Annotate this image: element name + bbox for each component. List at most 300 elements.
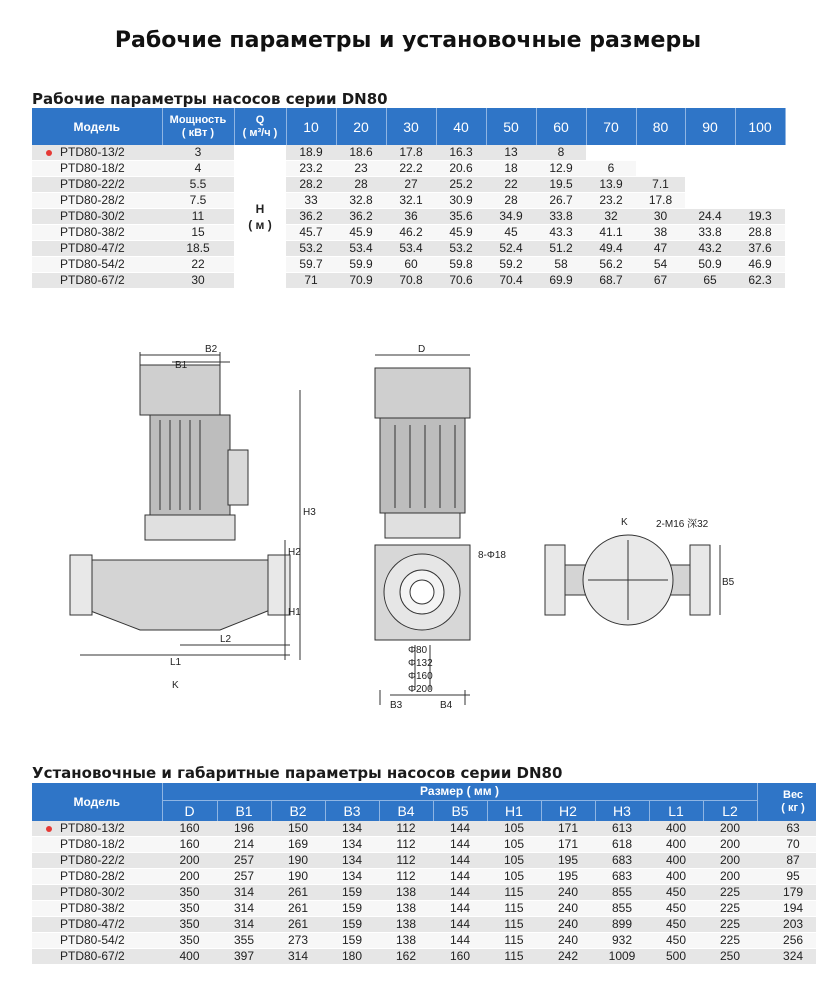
table-row	[32, 917, 816, 933]
dimension-cell: 112	[379, 821, 433, 837]
head-value-cell: 33.8	[685, 225, 735, 241]
dimension-cell: 257	[217, 869, 271, 885]
dimension-cell: 450	[649, 901, 703, 917]
label-b4: B4	[440, 700, 453, 711]
head-value-cell: 22	[486, 177, 536, 193]
model-cell	[32, 161, 162, 177]
header-weight: Вес ( кг )	[757, 783, 816, 821]
head-value-cell	[685, 177, 735, 193]
head-value-cell: 60	[386, 257, 436, 273]
dimension-cell: 134	[325, 869, 379, 885]
head-value-cell: 7.1	[636, 177, 685, 193]
head-value-cell	[735, 161, 785, 177]
model-cell	[32, 853, 162, 869]
head-value-cell: 59.8	[436, 257, 486, 273]
dimension-cell: 899	[595, 917, 649, 933]
dimension-cell: 200	[703, 869, 757, 885]
label-b3: B3	[390, 700, 403, 711]
dimension-cell: 144	[433, 885, 487, 901]
head-value-cell: 65	[685, 273, 735, 289]
table-row	[32, 177, 785, 193]
label-l1: L1	[170, 657, 182, 668]
head-value-cell: 32.8	[336, 193, 386, 209]
header-dim: B4	[379, 800, 433, 821]
dimension-cell: 144	[433, 869, 487, 885]
power-cell: 3	[162, 145, 234, 161]
dimension-cell: 112	[379, 869, 433, 885]
label-k: K	[172, 680, 179, 691]
top-view	[545, 535, 720, 625]
head-value-cell: 23	[336, 161, 386, 177]
dimension-cell: 400	[649, 821, 703, 837]
dimension-cell: 138	[379, 885, 433, 901]
model-name: PTD80-67/2	[60, 949, 125, 963]
head-value-cell	[636, 145, 685, 161]
dimension-cell: 144	[433, 837, 487, 853]
dimension-cell: 450	[649, 933, 703, 949]
model-name: PTD80-67/2	[60, 273, 125, 287]
head-value-cell: 38	[636, 225, 685, 241]
power-cell: 5.5	[162, 177, 234, 193]
table-row	[32, 869, 816, 885]
dimension-cell: 196	[217, 821, 271, 837]
header-flow-value: 50	[486, 108, 536, 145]
dimension-cell: 450	[649, 917, 703, 933]
header-flow-value: 10	[286, 108, 336, 145]
dimension-cell: 159	[325, 917, 379, 933]
dimensions-table	[32, 783, 816, 965]
model-cell	[32, 901, 162, 917]
table-row	[32, 161, 785, 177]
head-value-cell: 23.2	[586, 193, 636, 209]
head-value-cell: 6	[586, 161, 636, 177]
dimension-cell: 160	[162, 837, 217, 853]
table-row	[32, 145, 785, 161]
dimension-cell: 240	[541, 933, 595, 949]
weight-cell: 179	[757, 885, 816, 901]
dimension-cell: 115	[487, 917, 541, 933]
head-value-cell: 27	[386, 177, 436, 193]
dimension-cell: 613	[595, 821, 649, 837]
head-value-cell: 54	[636, 257, 685, 273]
dimension-cell: 932	[595, 933, 649, 949]
dimension-cell: 240	[541, 901, 595, 917]
dimension-cell: 200	[162, 869, 217, 885]
label-d132: Φ132	[408, 658, 433, 669]
head-value-cell: 59.9	[336, 257, 386, 273]
label-b2: B2	[205, 344, 218, 355]
head-value-cell	[685, 193, 735, 209]
power-cell: 7.5	[162, 193, 234, 209]
dimension-cell: 200	[162, 853, 217, 869]
dimension-cell: 195	[541, 853, 595, 869]
head-value-cell	[735, 145, 785, 161]
header-dim: H2	[541, 800, 595, 821]
dimension-cell: 242	[541, 949, 595, 965]
head-value-cell	[586, 145, 636, 161]
marker-dot-icon	[46, 150, 52, 156]
model-cell	[32, 821, 162, 837]
model-name: PTD80-28/2	[60, 869, 125, 883]
model-cell	[32, 209, 162, 225]
table-row	[32, 933, 816, 949]
dimension-cell: 190	[271, 869, 325, 885]
header-model: Модель	[32, 108, 162, 145]
model-name: PTD80-13/2	[60, 145, 125, 159]
head-value-cell: 18.9	[286, 145, 336, 161]
head-value-cell: 59.7	[286, 257, 336, 273]
head-value-cell: 22.2	[386, 161, 436, 177]
weight-cell: 203	[757, 917, 816, 933]
header-dim: H1	[487, 800, 541, 821]
head-value-cell: 35.6	[436, 209, 486, 225]
label-d: D	[418, 344, 426, 355]
model-cell	[32, 869, 162, 885]
dimension-cell: 261	[271, 901, 325, 917]
weight-cell: 194	[757, 901, 816, 917]
head-value-cell: 45.9	[436, 225, 486, 241]
weight-cell: 324	[757, 949, 816, 965]
dimension-cell: 171	[541, 821, 595, 837]
dimension-cell: 171	[541, 837, 595, 853]
head-unit-label: H ( м )	[234, 145, 286, 289]
table-row	[32, 821, 816, 837]
dimension-cell: 144	[433, 917, 487, 933]
head-value-cell: 71	[286, 273, 336, 289]
header-dim: B5	[433, 800, 487, 821]
dimension-cell: 400	[649, 869, 703, 885]
dimension-cell: 350	[162, 917, 217, 933]
label-b1: B1	[175, 360, 188, 371]
head-value-cell: 33	[286, 193, 336, 209]
power-cell: 11	[162, 209, 234, 225]
header-flow: Q ( м³/ч )	[234, 108, 286, 145]
head-value-cell: 33.8	[536, 209, 586, 225]
head-value-cell: 70.4	[486, 273, 536, 289]
head-value-cell: 70.9	[336, 273, 386, 289]
head-value-cell: 8	[536, 145, 586, 161]
head-value-cell: 52.4	[486, 241, 536, 257]
table-row	[32, 193, 785, 209]
head-value-cell: 19.5	[536, 177, 586, 193]
head-value-cell: 68.7	[586, 273, 636, 289]
head-value-cell	[685, 161, 735, 177]
dimension-cell: 273	[271, 933, 325, 949]
head-value-cell: 12.9	[536, 161, 586, 177]
dimension-cell: 350	[162, 901, 217, 917]
dimension-cell: 105	[487, 837, 541, 853]
head-value-cell: 18	[486, 161, 536, 177]
dimension-cell: 618	[595, 837, 649, 853]
weight-cell: 256	[757, 933, 816, 949]
head-value-cell: 53.2	[286, 241, 336, 257]
dimension-cell: 115	[487, 885, 541, 901]
model-name: PTD80-30/2	[60, 209, 125, 223]
model-name: PTD80-28/2	[60, 193, 125, 207]
model-cell	[32, 177, 162, 193]
dimension-cell: 500	[649, 949, 703, 965]
header-dim: B1	[217, 800, 271, 821]
dimension-cell: 200	[703, 821, 757, 837]
dimension-cell: 314	[217, 885, 271, 901]
model-name: PTD80-22/2	[60, 177, 125, 191]
model-name: PTD80-13/2	[60, 821, 125, 835]
model-cell	[32, 933, 162, 949]
header-dim: L1	[649, 800, 703, 821]
power-cell: 30	[162, 273, 234, 289]
table2-title: Установочные и габаритные параметры насосов серии DN80	[32, 764, 563, 782]
dimension-cell: 397	[217, 949, 271, 965]
header-dim: B3	[325, 800, 379, 821]
dimension-cell: 138	[379, 933, 433, 949]
head-value-cell: 69.9	[536, 273, 586, 289]
head-value-cell: 43.2	[685, 241, 735, 257]
model-cell	[32, 949, 162, 965]
dimension-cell: 105	[487, 853, 541, 869]
head-value-cell: 20.6	[436, 161, 486, 177]
head-value-cell: 17.8	[636, 193, 685, 209]
head-value-cell: 25.2	[436, 177, 486, 193]
dimension-cell: 144	[433, 901, 487, 917]
head-value-cell: 16.3	[436, 145, 486, 161]
dimension-cell: 855	[595, 885, 649, 901]
head-value-cell: 47	[636, 241, 685, 257]
head-value-cell: 45.9	[336, 225, 386, 241]
power-cell: 22	[162, 257, 234, 273]
table-row	[32, 901, 816, 917]
model-name: PTD80-47/2	[60, 241, 125, 255]
head-value-cell: 36	[386, 209, 436, 225]
head-value-cell	[735, 193, 785, 209]
dimension-cell: 200	[703, 853, 757, 869]
weight-cell: 63	[757, 821, 816, 837]
model-cell	[32, 917, 162, 933]
model-name: PTD80-22/2	[60, 853, 125, 867]
label-b5: B5	[722, 577, 735, 588]
header-dim: B2	[271, 800, 325, 821]
label-bolts: 8-Φ18	[478, 550, 506, 561]
dimension-cell: 115	[487, 933, 541, 949]
dimension-cell: 683	[595, 853, 649, 869]
model-name: PTD80-54/2	[60, 257, 125, 271]
header-power: Мощность ( кВт )	[162, 108, 234, 145]
table-row	[32, 853, 816, 869]
head-value-cell: 36.2	[286, 209, 336, 225]
dimension-cell: 225	[703, 885, 757, 901]
dimension-cell: 250	[703, 949, 757, 965]
dimension-cell: 160	[162, 821, 217, 837]
head-value-cell: 43.3	[536, 225, 586, 241]
dimension-cell: 261	[271, 917, 325, 933]
dimension-cell: 350	[162, 933, 217, 949]
label-k-top: K	[621, 517, 628, 528]
head-value-cell: 36.2	[336, 209, 386, 225]
head-value-cell: 70.6	[436, 273, 486, 289]
dimension-cell: 144	[433, 821, 487, 837]
model-name: PTD80-38/2	[60, 225, 125, 239]
head-value-cell: 26.7	[536, 193, 586, 209]
dimension-cell: 214	[217, 837, 271, 853]
head-value-cell: 51.2	[536, 241, 586, 257]
head-value-cell: 30.9	[436, 193, 486, 209]
head-value-cell: 58	[536, 257, 586, 273]
page-title: Рабочие параметры и установочные размеры	[114, 28, 702, 53]
head-value-cell: 19.3	[735, 209, 785, 225]
table-row	[32, 257, 785, 273]
header-flow-value: 90	[685, 108, 735, 145]
dimension-cell: 169	[271, 837, 325, 853]
head-value-cell: 59.2	[486, 257, 536, 273]
header-flow-value: 70	[586, 108, 636, 145]
head-value-cell: 49.4	[586, 241, 636, 257]
head-value-cell: 30	[636, 209, 685, 225]
dimension-cell: 115	[487, 901, 541, 917]
header-flow-value: 80	[636, 108, 685, 145]
dimension-cell: 144	[433, 933, 487, 949]
power-cell: 15	[162, 225, 234, 241]
header-flow-value: 40	[436, 108, 486, 145]
dimension-cell: 180	[325, 949, 379, 965]
head-value-cell: 13	[486, 145, 536, 161]
head-value-cell: 53.4	[386, 241, 436, 257]
head-value-cell: 53.4	[336, 241, 386, 257]
pump-diagrams	[0, 330, 816, 730]
dimension-cell: 225	[703, 917, 757, 933]
dimension-cell: 150	[271, 821, 325, 837]
dimension-cell: 355	[217, 933, 271, 949]
head-value-cell	[685, 145, 735, 161]
dimension-cell: 200	[703, 837, 757, 853]
head-value-cell: 46.9	[735, 257, 785, 273]
model-cell	[32, 837, 162, 853]
dimension-cell: 400	[162, 949, 217, 965]
head-value-cell: 70.8	[386, 273, 436, 289]
label-l2: L2	[220, 634, 232, 645]
dimension-cell: 105	[487, 821, 541, 837]
head-value-cell	[735, 177, 785, 193]
dimension-cell: 195	[541, 869, 595, 885]
header-dim: L2	[703, 800, 757, 821]
weight-cell: 70	[757, 837, 816, 853]
dimension-cell: 112	[379, 853, 433, 869]
pump-drawings	[0, 330, 816, 730]
head-value-cell: 67	[636, 273, 685, 289]
model-cell	[32, 241, 162, 257]
head-value-cell: 23.2	[286, 161, 336, 177]
head-value-cell: 28	[486, 193, 536, 209]
dimension-cell: 190	[271, 853, 325, 869]
head-value-cell: 17.8	[386, 145, 436, 161]
dimension-cell: 400	[649, 853, 703, 869]
dimension-cell: 134	[325, 853, 379, 869]
model-cell	[32, 273, 162, 289]
table-row	[32, 837, 816, 853]
marker-dot-icon	[46, 826, 52, 832]
model-cell	[32, 145, 162, 161]
head-value-cell: 28.8	[735, 225, 785, 241]
head-value-cell: 56.2	[586, 257, 636, 273]
dimension-cell: 450	[649, 885, 703, 901]
header-dim: D	[162, 800, 217, 821]
model-cell	[32, 225, 162, 241]
header-dim: H3	[595, 800, 649, 821]
head-value-cell: 45.7	[286, 225, 336, 241]
dimension-cell: 115	[487, 949, 541, 965]
dimension-cell: 160	[433, 949, 487, 965]
head-value-cell: 32.1	[386, 193, 436, 209]
dimension-cell: 138	[379, 917, 433, 933]
head-value-cell: 18.6	[336, 145, 386, 161]
dimension-cell: 159	[325, 933, 379, 949]
dimension-cell: 225	[703, 933, 757, 949]
dimension-cell: 134	[325, 821, 379, 837]
header-flow-value: 60	[536, 108, 586, 145]
dimension-cell: 162	[379, 949, 433, 965]
weight-cell: 87	[757, 853, 816, 869]
model-cell	[32, 193, 162, 209]
dimension-cell: 257	[217, 853, 271, 869]
model-name: PTD80-18/2	[60, 161, 125, 175]
label-d200: Φ200	[408, 684, 433, 695]
header-flow-value: 100	[735, 108, 785, 145]
head-value-cell	[636, 161, 685, 177]
label-d80: Φ80	[408, 645, 428, 656]
dimension-cell: 144	[433, 853, 487, 869]
dimension-cell: 225	[703, 901, 757, 917]
label-d160: Φ160	[408, 671, 433, 682]
model-name: PTD80-30/2	[60, 885, 125, 899]
head-value-cell: 28	[336, 177, 386, 193]
dimension-cell: 261	[271, 885, 325, 901]
head-value-cell: 45	[486, 225, 536, 241]
table-row	[32, 949, 816, 965]
dimension-cell: 240	[541, 885, 595, 901]
header-flow-value: 30	[386, 108, 436, 145]
head-value-cell: 53.2	[436, 241, 486, 257]
model-cell	[32, 257, 162, 273]
head-value-cell: 62.3	[735, 273, 785, 289]
head-value-cell: 32	[586, 209, 636, 225]
performance-table	[32, 108, 786, 289]
dimension-cell: 400	[649, 837, 703, 853]
dimension-cell: 240	[541, 917, 595, 933]
head-value-cell: 50.9	[685, 257, 735, 273]
head-value-cell: 24.4	[685, 209, 735, 225]
dimension-cell: 314	[217, 901, 271, 917]
label-h2: H2	[288, 547, 301, 558]
table-row	[32, 885, 816, 901]
dimension-cell: 1009	[595, 949, 649, 965]
dimension-cell: 159	[325, 885, 379, 901]
dimension-cell: 134	[325, 837, 379, 853]
dimension-cell: 314	[217, 917, 271, 933]
dimension-cell: 138	[379, 901, 433, 917]
model-name: PTD80-18/2	[60, 837, 125, 851]
dimension-cell: 683	[595, 869, 649, 885]
dimension-cell: 105	[487, 869, 541, 885]
table1-title: Рабочие параметры насосов серии DN80	[32, 90, 388, 108]
head-value-cell: 13.9	[586, 177, 636, 193]
label-h1: H1	[288, 607, 301, 618]
table-row	[32, 225, 785, 241]
head-value-cell: 28.2	[286, 177, 336, 193]
model-name: PTD80-47/2	[60, 917, 125, 931]
dimension-cell: 159	[325, 901, 379, 917]
head-value-cell: 34.9	[486, 209, 536, 225]
power-cell: 4	[162, 161, 234, 177]
table-row	[32, 241, 785, 257]
head-value-cell: 46.2	[386, 225, 436, 241]
